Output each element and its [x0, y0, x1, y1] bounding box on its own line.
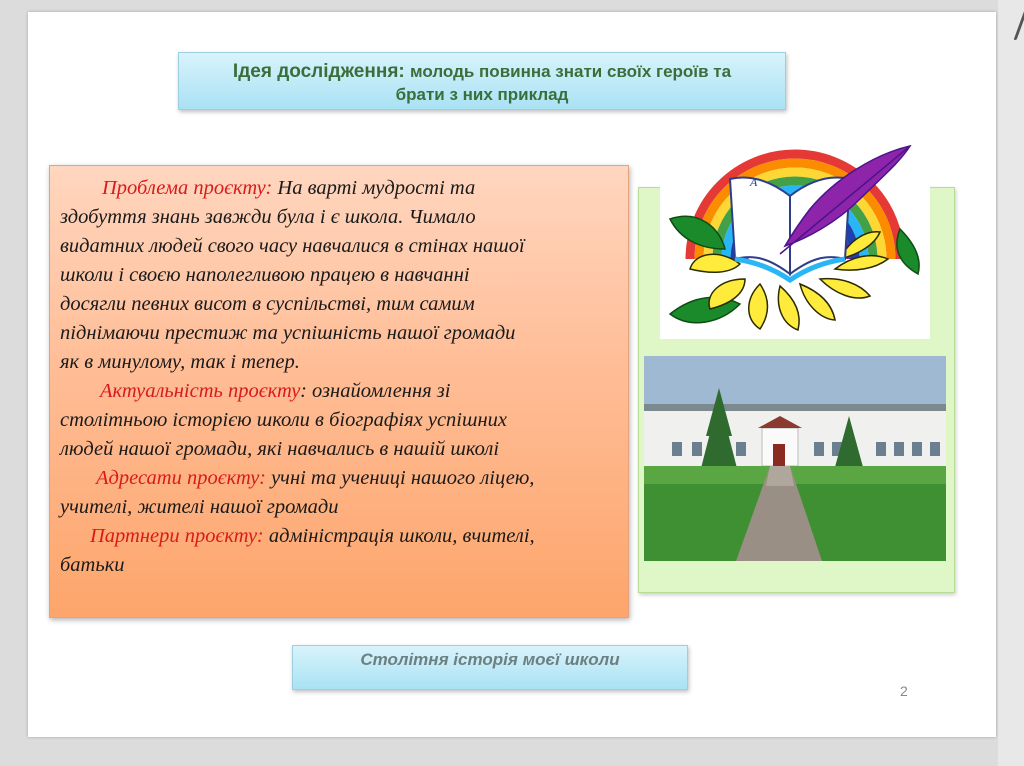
idea-text-1: молодь повинна знати своїх героїв та	[410, 62, 732, 81]
idea-line-1	[179, 60, 785, 84]
scrollbar[interactable]	[998, 0, 1024, 766]
audience-text-line: учителі, жителі нашої громади	[60, 496, 339, 518]
problem-text-line: досягли певних висот в суспільстві, тим самим	[60, 293, 475, 315]
partners-label: Партнери проєкту:	[90, 525, 264, 547]
project-description-box	[49, 165, 629, 618]
partners-text-line: батьки	[60, 554, 125, 576]
footer-caption-box	[292, 645, 688, 690]
relevance-text-line: людей нашої громади, які навчались в нашій школі	[60, 438, 500, 460]
relevance-text-start: : ознайомлення зі	[300, 380, 451, 402]
problem-text-line: здобуття знань завжди була і є школа. Чимало	[60, 206, 476, 228]
idea-heading: Ідея дослідження:	[232, 61, 405, 82]
rainbow-book-sunflower-emblem	[660, 134, 930, 339]
audience-text-start: учні та учениці нашого ліцею,	[271, 467, 535, 489]
problem-text-line: школи і своєю наполегливою працею в навчанні	[60, 264, 470, 286]
relevance-text-line: столітньою історією школи в біографіях успішних	[60, 409, 507, 431]
relevance-label: Актуальність проєкту	[100, 380, 301, 402]
problem-text-line: піднімаючи престиж та успішність нашої громади	[60, 322, 516, 344]
partners-line	[60, 522, 618, 551]
school-building-photo	[644, 356, 946, 561]
idea-box	[178, 52, 786, 110]
problem-text-start: На варті мудрості та	[277, 177, 476, 199]
problem-line	[60, 174, 618, 203]
audience-line	[60, 464, 618, 493]
problem-text-line: видатних людей свого часу навчалися в стінах нашої	[60, 235, 525, 257]
audience-label: Адресати проєкту:	[96, 467, 266, 489]
partners-text-start: адміністрація школи, вчителі,	[268, 525, 535, 547]
idea-text-2: брати з них приклад	[395, 85, 569, 104]
page-number: 2	[900, 683, 908, 699]
problem-label: Проблема проєкту:	[102, 177, 273, 199]
relevance-line	[60, 377, 618, 406]
footer-caption: Столітня історія моєї школи	[360, 650, 620, 669]
problem-text-line: як в минулому, так і тепер.	[60, 351, 300, 373]
book-letter-a: А	[750, 175, 758, 189]
